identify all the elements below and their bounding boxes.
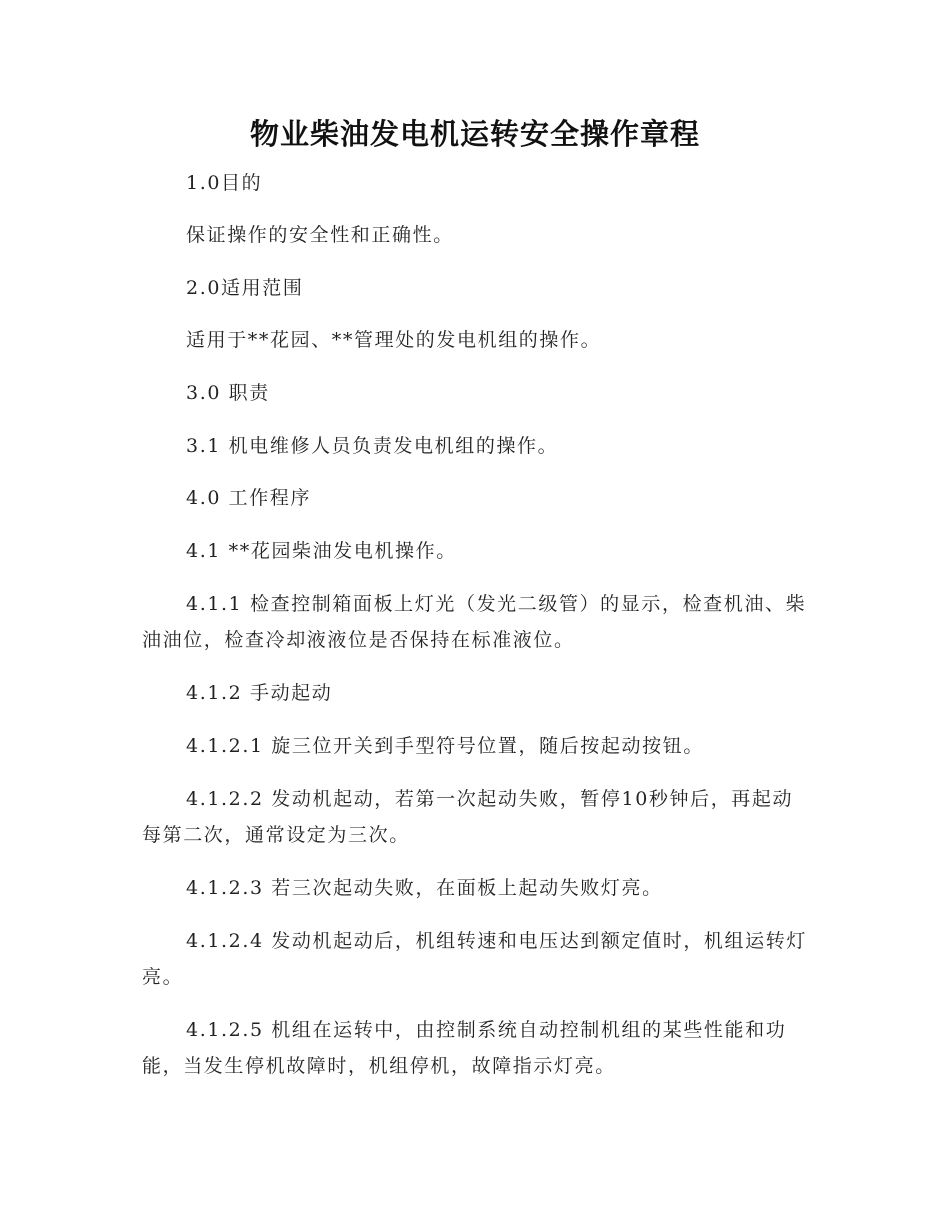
section-4-1-2-3-text: 4.1.2.3 若三次起动失败，在面板上起动失败灯亮。 (186, 877, 663, 899)
section-4-1-2-1-text: 4.1.2.1 旋三位开关到手型符号位置，随后按起动按钮。 (186, 735, 704, 757)
document-title: 物业柴油发电机运转安全操作章程 (249, 117, 700, 151)
section-2-text: 适用于**花园、**管理处的发电机组的操作。 (186, 329, 602, 351)
section-4-1-2-heading: 4.1.2 手动起动 (186, 682, 333, 704)
section-3-heading: 3.0 职责 (186, 382, 270, 404)
section-1-heading: 1.0目的 (186, 172, 263, 194)
section-4-1-2-5-text: 4.1.2.5 机组在运转中，由控制系统自动控制机组的某些性能和功能，当发生停机故障时，机组停机，故障指示灯亮。 (142, 1019, 787, 1077)
section-1-text: 保证操作的安全性和正确性。 (186, 224, 454, 246)
section-3-1-text: 3.1 机电维修人员负责发电机组的操作。 (186, 435, 559, 457)
section-4-heading: 4.0 工作程序 (186, 487, 312, 509)
section-2-heading: 2.0适用范围 (186, 277, 304, 299)
section-4-1-2-4-text: 4.1.2.4 发动机起动后，机组转速和电压达到额定值时，机组运转灯亮。 (142, 930, 807, 988)
section-4-1-2-2-text: 4.1.2.2 发动机起动，若第一次起动失败，暂停10秒钟后，再起动每第二次，通常设定为三次。 (142, 788, 794, 846)
section-4-1-1-text: 4.1.1 检查控制箱面板上灯光（发光二级管）的显示，检查机油、柴油油位，检查冷却液液位是否保持在标准液位。 (142, 593, 807, 651)
section-4-1-text: 4.1 **花园柴油发电机操作。 (186, 540, 457, 562)
